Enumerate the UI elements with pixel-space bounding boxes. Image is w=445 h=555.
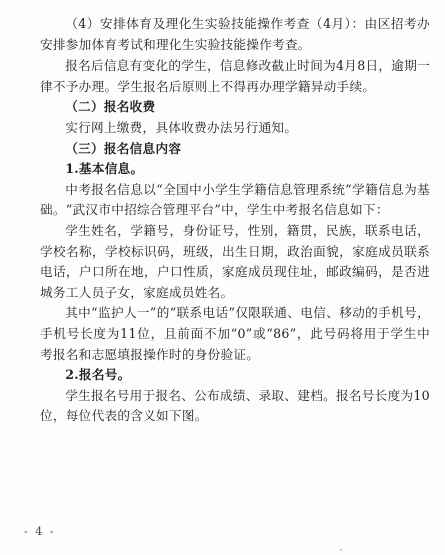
paragraph-info-change: 报名后信息有变化的学生，信息修改截止时间为4月8日，逾期一律不予办理。学生报名后原则上不得再办理学籍异动手续。 <box>40 58 430 94</box>
section-heading-info-content: （三）报名信息内容 <box>65 140 182 156</box>
paragraph-fees: 实行网上缴费，具体收费办法另行通知。 <box>65 119 298 135</box>
subheading-basic-info: 1.基本信息。 <box>65 161 144 177</box>
paragraph-registration-number: 学生报名号用于报名、公布成绩、录取、建档。报名号长度为10位，每位代表的含义如下图。 <box>40 387 430 424</box>
paragraph-guardian-phone: 其中“监护人一”的“联系电话”仅限联通、电信、移动的手机号，手机号长度为11位，且前面不加“0”或“86”，此号码将用于学生中考报名和志愿填报操作时的身份验证。 <box>40 305 430 362</box>
page-number: - 4 - <box>24 525 56 538</box>
subheading-registration-number: 2.报名号。 <box>65 367 131 383</box>
paragraph-basic-info: 中考报名信息以“全国中小学生学籍信息管理系统”学籍信息为基础。“武汉市中招综合管理平台”中，学生中考报名信息如下： <box>40 181 430 218</box>
paragraph-exam-arrangement: （4）安排体育及理化生实验技能操作考查（4月）：由区招考办安排参加体育考试和理化生实验技能操作考查。 <box>40 16 430 52</box>
document-body <box>40 14 430 427</box>
scan-speck <box>340 549 342 551</box>
paragraph-info-fields: 学生姓名，学籍号，身份证号，性别，籍贯，民族，联系电话，学校名称，学校标识码，班级，出生日期，政治面貌，家庭成员联系电话，户口所在地，户口性质，家庭成员现住址，邮政编码，是否进城务工人员子女，家庭成员姓名。 <box>40 222 430 300</box>
section-heading-fees: （二）报名收费 <box>65 99 156 115</box>
